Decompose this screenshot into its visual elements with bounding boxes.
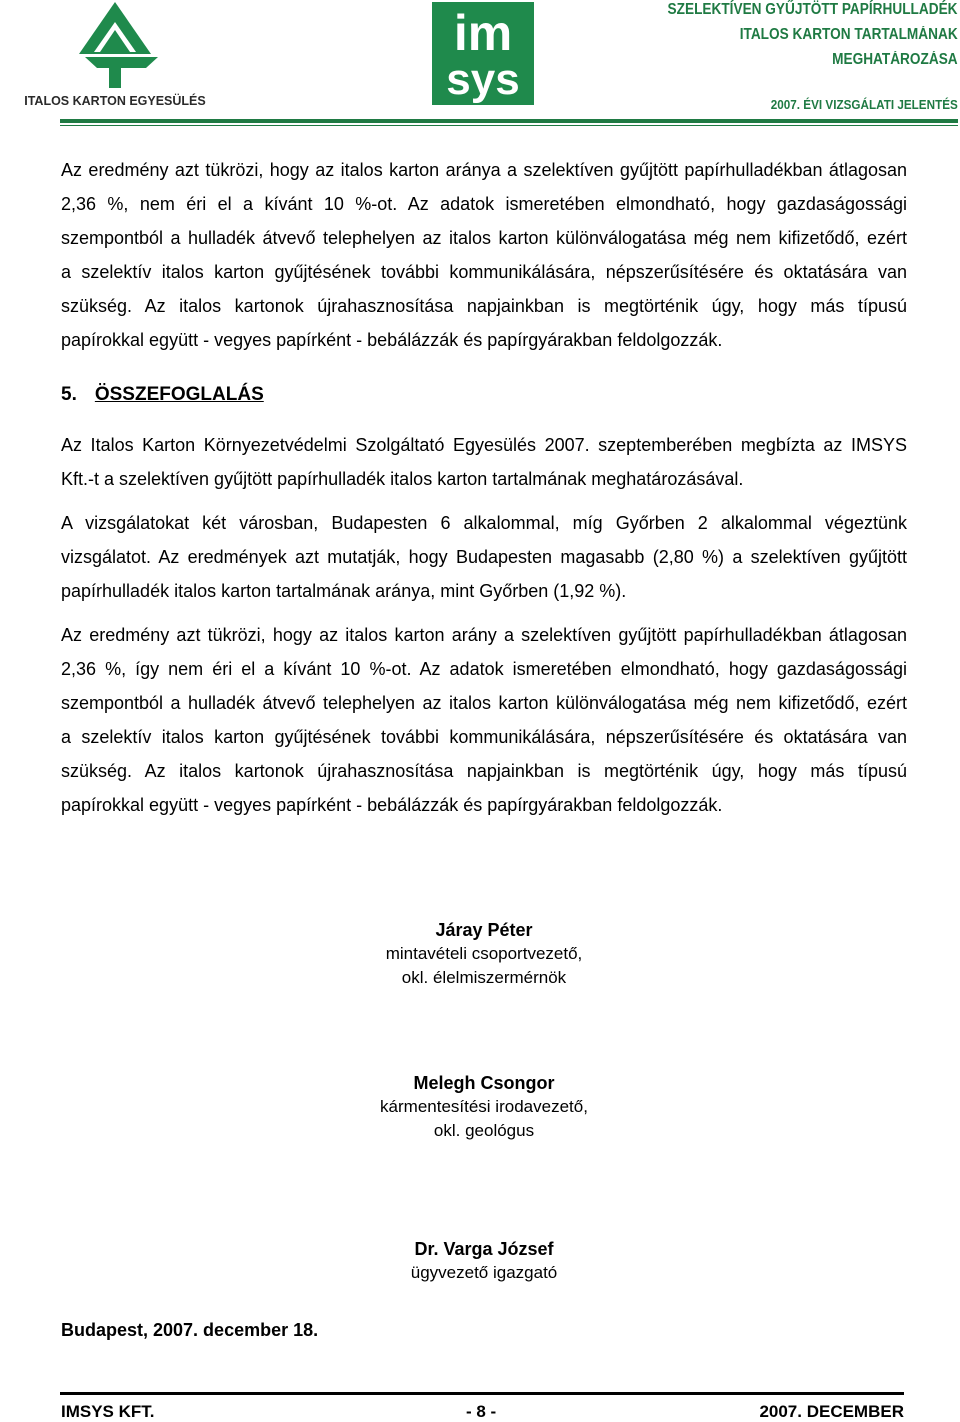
- signer-name: Melegh Csongor: [413, 1073, 555, 1093]
- svg-text:sys: sys: [446, 55, 520, 104]
- intro-paragraph: Az eredmény azt tükrözi, hogy az italos karton aránya a szelektíven gyűjtött papírhulladékban átlagosan 2,36 %, nem éri el a kívánt 10 %-ot. Az adatok ismeretében elmondható, hogy gazdaságossági szempontból a hulladék átvevő telephelyen az italos karton különválogatása még nem kifizetődő, ezért a szelektív italos karton gyűjtésének további kommunikálására, népszerűsítésére és oktatására van szükség. Az italos kartonok újrahasznosítása napjainkban is megtörténik úgy, hogy más típusú papírokkal együtt - vegyes papírként - bebálázzák és papírgyárakban feldolgozzák.: [61, 160, 907, 350]
- section-heading: [61, 384, 264, 406]
- signer-role: mintavételi csoportvezető,: [385, 944, 583, 963]
- summary-paragraph-2: A vizsgálatokat két városban, Budapesten 6 alkalommal, míg Győrben 2 alkalommal végeztünk vizsgálatot. Az eredmények azt mutatják, hogy Budapesten magasabb (2,80 %) a szelektíven gyűjtött papírhulladék italos karton tartalmának aránya, mint Győrben (1,92 %).: [61, 513, 907, 601]
- header-rule: [60, 119, 958, 123]
- footer-page-number: - 8 -: [466, 1402, 497, 1421]
- footer-rule: [60, 1392, 904, 1395]
- imsys-logo-icon: [432, 2, 534, 105]
- signature-block: [334, 918, 634, 990]
- italos-karton-logo-icon: [18, 2, 213, 110]
- header-title-line2: ITALOS KARTON TARTALMÁNAK: [740, 26, 958, 43]
- summary-paragraph-1: Az Italos Karton Környezetvédelmi Szolgáltató Egyesülés 2007. szeptemberében megbízta az IMSYS Kft.-t a szelektíven gyűjtött papírhulladék italos karton tartalmának meghatározásával.: [61, 435, 907, 489]
- svg-text:im: im: [453, 5, 513, 61]
- section-title: ÖSSZEFOGLALÁS: [94, 384, 264, 405]
- signer-qualification: okl. geológus: [433, 1121, 535, 1140]
- italos-karton-logo: [18, 2, 213, 110]
- header-title-line3: MEGHATÁROZÁSA: [832, 51, 958, 68]
- signer-name: Járay Péter: [435, 920, 533, 940]
- signer-role: ügyvezető igazgató: [410, 1263, 558, 1282]
- footer-date: 2007. DECEMBER: [759, 1402, 904, 1421]
- header-report: 2007. ÉVI VIZSGÁLATI JELENTÉS: [770, 97, 958, 112]
- signature-block: [334, 1237, 634, 1285]
- signer-role: kármentesítési irodavezető,: [380, 1097, 588, 1116]
- header-title-line1: SZELEKTÍVEN GYŰJTÖTT PAPÍRHULLADÉK: [667, 1, 958, 18]
- imsys-logo: [432, 2, 534, 105]
- logo-text: ITALOS KARTON EGYESÜLÉS: [24, 94, 206, 108]
- signer-name: Dr. Varga József: [414, 1239, 554, 1259]
- place-date: Budapest, 2007. december 18.: [61, 1320, 319, 1340]
- footer-company: IMSYS KFT.: [61, 1402, 155, 1421]
- summary-paragraph-3: Az eredmény azt tükrözi, hogy az italos karton arány a szelektíven gyűjtött papírhulladékban átlagosan 2,36 %, így nem éri el a kívánt 10 %-ot. Az adatok ismeretében elmondható, hogy gazdaságossági szempontból a hulladék átvevő telephelyen az italos karton különválogatása még nem kifizetődő, ezért a szelektív italos karton gyűjtésének további kommunikálására, népszerűsítésére és oktatására van szükség. Az italos kartonok újrahasznosítása napjainkban is megtörténik úgy, hogy más típusú papírokkal együtt - vegyes papírként - bebálázzák és papírgyárakban feldolgozzák.: [61, 625, 907, 815]
- signer-qualification: okl. élelmiszermérnök: [401, 968, 567, 987]
- signature-block: [334, 1071, 634, 1143]
- header-rule-thin: [60, 125, 958, 126]
- section-number: 5.: [61, 384, 77, 405]
